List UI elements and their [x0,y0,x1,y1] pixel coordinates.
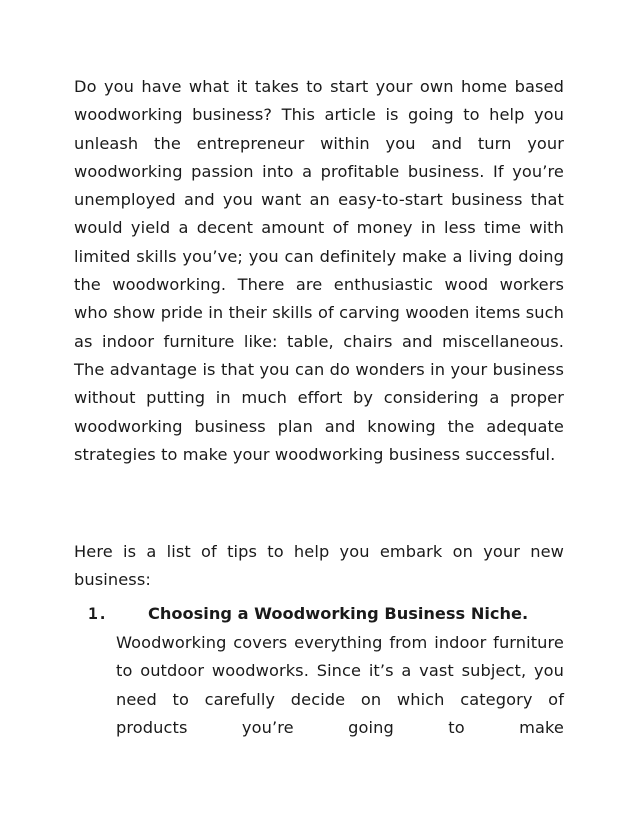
list-item-body: Woodworking covers everything from indoor furniture to outdoor woodworks. Since it’s a vast subject, you need to carefully decide on which category of products you’re going to make [116,633,564,737]
list-item-number: 1. [88,604,108,623]
intro-paragraph: Do you have what it takes to start your own home based woodworking business? This article is going to help you unleash the entrepreneur within you and turn your woodworking passion into a profitable business. If you’re unemployed and you want an easy-to-start business that would yield a decent amount of money in less time with limited skills you’ve; you can definitely make a living doing the woodworking. There are enthusiastic wood workers who show pride in their skills of carving wooden items such as indoor furniture like: table, chairs and miscellaneous. The advantage is that you can do wonders in your business without putting in much effort by considering a proper woodworking business plan and knowing the adequate strategies to make your woodworking business successful. [74,77,564,464]
list-item-heading: Choosing a Woodworking Business Niche. [148,604,529,623]
tips-intro-paragraph: Here is a list of tips to help you embark on your new business: [74,542,564,590]
